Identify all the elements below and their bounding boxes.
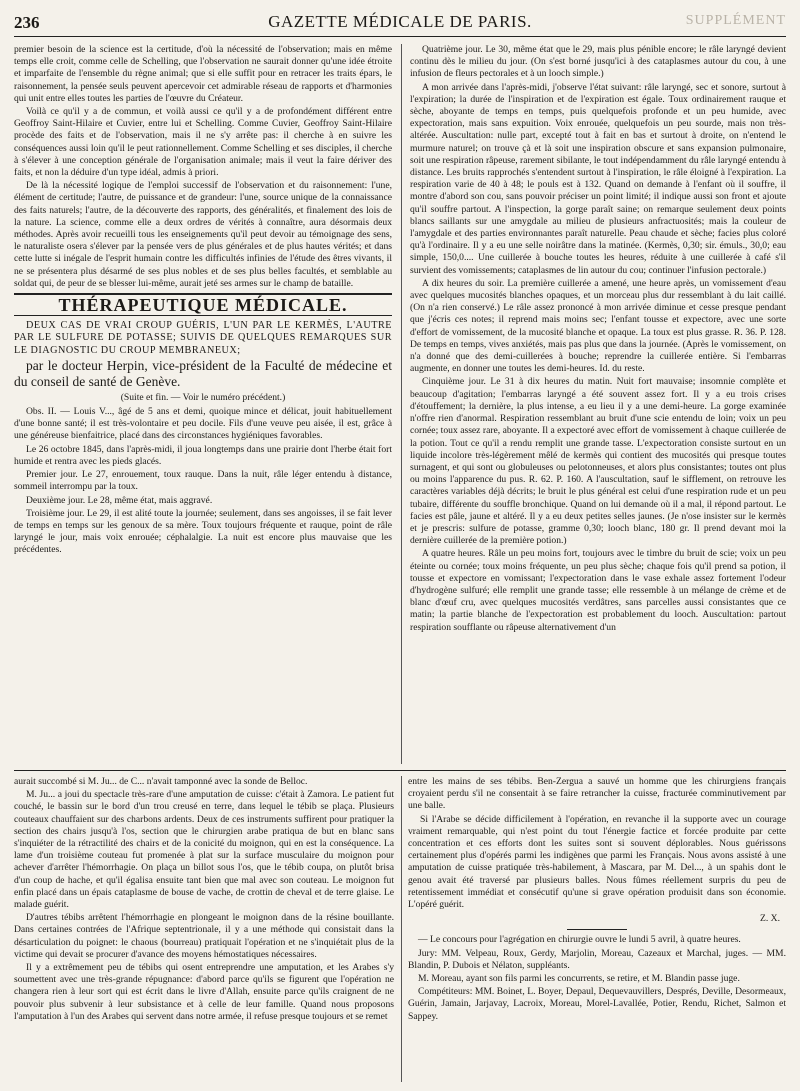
section-divider <box>14 315 392 316</box>
article-title: DEUX CAS DE VRAI CROUP GUÉRIS, L'UN PAR LE KERMÈS, L'AUTRE PAR LE SULFURE DE POTASSE; SUIVIS DE QUELQUES REMARQUES SUR LE DIAGNOSTIC DU CROUP MEMBRANEUX; <box>14 320 392 356</box>
paragraph: Jury: MM. Velpeau, Roux, Gerdy, Marjolin, Moreau, Cazeaux et Marchal, juges. — MM. Blandin, P. Dubois et Nélaton, suppléants. <box>408 947 786 971</box>
column-divider <box>401 776 402 1082</box>
paragraph: Compétiteurs: MM. Boinet, L. Boyer, Depaul, Dequevauvillers, Després, Deville, Desormeaux, Guérin, Jamain, Jarjavay, Lacroix, Moreau, Morel-Lavallée, Potier, Rendu, Richet, Salmon et Sappey. <box>408 986 786 1022</box>
paragraph: entre les mains de ses tébibs. Ben-Zergua a sauvé un homme que les chirurgiens français croyaient perdu s'il ne consentait à se faire retrancher la cuisse, fracturée comminutivement par une balle. <box>408 776 786 812</box>
paragraph: Il y a extrêmement peu de tébibs qui osent entreprendre une amputation, et les Arabes s'y soumettent avec une très-grande répugnance: d'abord parce qu'ils se figurent que l'opération ne changera rien à leur sort qui est écrit dans le livre d'Allah, ensuite parce qu'ils craignent de ne pouvoir plus subvenir à leur subsistance et à celle de leur famille. Quand nous proposons l'amputation à l'un des Arabes qui servent dans notre armée, il refuse presque toujours et se remet <box>14 962 394 1022</box>
paragraph: A quatre heures. Râle un peu moins fort, toujours avec le timbre du bruit de scie; voix un peu éteinte ou cornée; toux moins fréquente, un peu plus sèche; chaque fois qu'il prend sa potion, il tousse et expectore en vomissant; l'expectoration dans le vase exhale assez fortement l'odeur d'hydrogène sulfuré; elle remplit une grande tasse; elle ressemble à un mélange de crème et de blanc d'œuf cru, avec quelques mucosités verdâtres, sans parcelles aussi consistantes que ce matin; la partie blanche de l'expectoration est probablement du looch. Auscultation: partout respiration soufflante ou râpeuse alternativement d'un <box>410 548 786 633</box>
article-author: par le docteur Herpin, vice-président de la Faculté de médecine et du conseil de santé de Genève. <box>14 357 392 389</box>
paragraph: — Le concours pour l'agrégation en chirurgie ouvre le lundi 5 avril, à quatre heures. <box>418 934 741 946</box>
paragraph: premier besoin de la science est la certitude, d'où la nécessité de l'observation; mais en même temps elle croit, comme celle de Schelling, que l'observation ne saurait donner qu'une idée étroite et imparfaite de l'ensemble du règne animal; que si elle suffit pour en retracer les traits épars, le raisonnement, la pensée seuls peuvent apercevoir cet admirable réseau de rapports et d'harmonies qui unit entre elles toutes les parties de l'œuvre du Créateur. <box>14 44 392 104</box>
horizontal-divider <box>14 770 786 771</box>
paragraph: Si l'Arabe se décide difficilement à l'opération, en revanche il la supporte avec un courage vraiment remarquable, qui n'est point du tout l'énergie factice et forcée produite par cette concentration et ces efforts dont les suites sont si souvent déplorables. Nous guérissons certainement plus d'opérés parmi les indigènes que parmi les Français. Nous avons assisté à une amputation de cuisse pratiquée très-habilement, à Mascara, par M. Del..., à un spahis dont le genou avait été traversé par plusieurs balles. Nous fûmes réellement surpris du peu de retentissement immédiat et consécutif qu'une si grave opération produisit dans son économie. L'opéré guérit. <box>408 813 786 911</box>
page-number: 236 <box>14 13 40 32</box>
right-column <box>410 44 786 764</box>
short-divider <box>567 929 627 930</box>
paragraph: M. Moreau, ayant son fils parmi les concurrents, se retire, et M. Blandin passe juge. <box>418 973 740 985</box>
paragraph: Troisième jour. Le 29, il est alité toute la journée; seulement, dans ses angoisses, il se fait lever de temps en temps sur les genoux de sa mère. Toux toujours fréquente et rauque, point de râle laryngé le jour, mais voix enrouée; céphalalgie. La nuit est encore plus mauvaise que les précédentes. <box>14 507 392 556</box>
paragraph: De là la nécessité logique de l'emploi successif de l'observation et du raisonnement: l'une, élément de certitude; l'autre, de puissance et de grandeur: l'une, source unique de la connaissance des faits naturels; l'autre, de la découverte des rapports, des généralités, et finalement des lois de la nature. La science, comme elle a deux ordres de vérités à connaître, aura désormais deux méthodes. Après avoir recueilli tous les enseignements qu'il peut devoir au témoignage des sens, le naturaliste osera s'élever par la pensée vers de plus générales et de plus hautes vérités; et dans cette lutte si inégale de l'esprit humain contre les difficultés infinies de l'étude des êtres vivants, il ne se présentera plus désarmé de ses plus nobles et de ses plus belles facultés, et semblable au soldat qui, de peur de se blesser lui-même, aurait jeté ses armes sur le champ de bataille. <box>14 180 392 289</box>
paragraph: A mon arrivée dans l'après-midi, j'observe l'état suivant: râle laryngé, sec et sonore, surtout à l'expiration; la durée de l'inspiration et de l'expiration est égale. Toux ordinairement rauque et sèche, aboyante de temps en temps, puis quelquefois profonde et un peu humide, avec expectoration, mais sans expuition. Voix enrouée, quelquefois un peu sourde, mais non très-altérée. Auscultation: nulle part, excepté tout à fait en bas et surtout à droite, on n'entend le murmure naturel; on trouve çà et là soit une inspiration obscure et sans expansion pulmonaire, soit une respiration râpeuse, rarement sibilante, le tout indépendamment du râle laryngé entendu à distance. Les bruits rapprochés s'entendent surtout à l'inspiration, le râle éloigné à l'expiration. La respiration varie de 40 à 48; le pouls est à 132. Quand on demande à l'enfant où il souffre, il montre d'abord son cou, sans pouvoir préciser un point limité; il indique aussi son front et ajoute qu'il souffre partout. A l'inspection, la gorge paraît saine; on remarque seulement deux points blancs saillants sur une amygdale au milieu de plusieurs anfractuosités; mais la couleur de l'amygdale et des parties environnantes paraît naturelle. Peau chaude et sèche; facies plus coloré qu'à l'ordinaire. Il y a eu une selle noirâtre dans la matinée. (Kermès, 0,30; sir. émuls., 30,0; eau simple, 150,0.... Une cuillerée à bouche toutes les heures, réduite à une cuillerée à café s'il survient des vomissements; cataplasmes de lin autour du cou; continuer l'infusion pectorale.) <box>410 81 786 276</box>
paragraph: Cinquième jour. Le 31 à dix heures du matin. Nuit fort mauvaise; insomnie complète et beaucoup d'agitation; l'embarras laryngé a été souvent assez fort. Il y a eu trois crises d'étouffement; la dernière, la plus intense, a eu lieu il y a une demi-heure. La gorge examinée n'offre rien d'anormal. Respiration ressemblant au bruit d'une scie entendu de loin; voix un peu cornée; toux assez rare, aboyante. Il a expectoré avec effort de vomissement à chaque cuillerée de la potion. Tout ce qu'il a rendu remplit une grande tasse. L'expectoration consiste surtout en un liquide incolore très-légèrement mêlé de kermès qui contient des mucosités qui presque toutes surnagent, et qui sont ou globuleuses ou pelotonneuses, et alors plus consistantes; toutes ont plus ou moins l'apparence du pus. R. 62. P. 160. A l'auscultation, sauf le sifflement, on retrouve les caractères variables déjà décrits; le bruit le plus général est celui d'une respiration rude et un peu tubaire, différente du souffle bronchique. Quand on lui demande où il a mal, il répond partout. Le facies est pâle, jaune et altéré. Il y a eu deux petites selles jaunes. (Je n'ose insister sur le kermès et je prescris: sulfure de potasse, gramme 0,30; looch blanc, 180 gr. Il prend devant moi la dernière cuillerée de la première potion.) <box>410 376 786 547</box>
paragraph: Le 26 octobre 1845, dans l'après-midi, il joua longtemps dans une prairie dont l'herbe était fort humide et rentra avec les pieds glacés. <box>14 443 392 467</box>
page-header <box>14 10 786 37</box>
paragraph: A dix heures du soir. La première cuillerée a amené, une heure après, un vomissement d'eau avec quelques mucosités blanches opaques, et un morceau plus dur ressemblant à du lait caillé. (On n'a rien conservé.) Le râle assez prononcé à mon arrivée diminue et cesse presque pendant que j'écris ces notes; il reprend mais moins sec; l'enfant tousse et expectore, avec une sorte d'effort de vomissement, de la mucosité blanche et opaque. La toux est plus grasse. R. 36. P. 128. De temps en temps, vives anxiétés, mais pas plus que dans la journée. (Après le vomissement, on n'a donné que des demi-cuillerées à bouche; reprendre la cuillerée entière. Si l'embarras augmente, en donner une toutes les demi-heures. Id. du reste. <box>410 277 786 375</box>
journal-title: GAZETTE MÉDICALE DE PARIS. <box>268 12 532 31</box>
continuation-note: (Suite et fin. — Voir le numéro précédent.) <box>120 391 286 403</box>
section-title: THÉRAPEUTIQUE MÉDICALE. <box>58 295 348 316</box>
paragraph: M. Ju... a joui du spectacle très-rare d'une amputation de cuisse: c'était à Zamora. Le patient fut couché, le bassin sur le bord d'un trou creusé en terre, dans lequel le tébib se plaça. Plusieurs couteaux chauffaient sur des charbons ardents. Deux de ces instruments suffirent pour pratiquer la section des chairs jusqu'à l'os, section que le chirurgien arabe pratiqua de but en blanc sans s'inquiéter de la rétractilité des chairs et de la conicité du moignon, qui en est la conséquence. La lame d'un troisième couteau fut promenée à plat sur la surface musculaire du moignon pour achever d'arrêter l'hémorrhagie. On plaça un billot sous l'os, que le tébib coupa, on plutôt brisa d'un coup de hache, et qu'il égalisa ensuite tant bien que mal avec son couteau. Le moignon fut enfin placé dans un épais cataplasme de bouse de vache, de crottin de cheval et de terre glaise. Le malade guérit. <box>14 789 394 911</box>
bottom-left-column <box>14 776 394 1084</box>
paragraph: Obs. II. — Louis V..., âgé de 5 ans et demi, quoique mince et délicat, jouit habituellement d'une bonne santé; il est très-volontaire et peu docile. Fils d'une veuve peu aisée, il est, grâce à une généreuse bienfaitrice, placé dans des circonstances hygiéniques favorables. <box>14 406 392 442</box>
paragraph: Voilà ce qu'il y a de commun, et voilà aussi ce qu'il y a de profondément différent entre Geoffroy Saint-Hilaire et Cuvier, entre lui et Schelling. Comme Cuvier, Geoffroy Saint-Hilaire procède des faits et de l'observation, mais il ne s'y arrête pas: il cherche à en suivre les conséquences aussi loin qu'il le peut rationnellement. Comme Schelling et ses disciples, il cherche à s'élever à une conception générale de l'organisation animale; mais il veut la faire dériver des faits, et non la déduire d'un type idéal, admis à priori. <box>14 106 392 179</box>
left-column <box>14 44 392 764</box>
paragraph: D'autres tébibs arrêtent l'hémorrhagie en plongeant le moignon dans de la résine bouillante. Dans certaines contrées de l'Afrique septentrionale, il y a une méthode qui consistait dans la désarticulation du poignet: le chaous (bourreau) pratiquait l'opération et ne s'inquiétait plus de la victime qui devait se procurer d'avance des moyens hémostatiques nécessaires. <box>14 912 394 960</box>
signature: Z. X. <box>760 913 780 925</box>
paragraph: Premier jour. Le 27, enrouement, toux rauque. Dans la nuit, râle léger entendu à distance, sommeil interrompu par la toux. <box>14 469 392 493</box>
supplement-label: SUPPLÉMENT <box>685 13 786 28</box>
column-divider <box>401 44 402 764</box>
paragraph: Quatrième jour. Le 30, même état que le 29, mais plus pénible encore; le râle laryngé devient continu dès le milieu du jour. (On s'est borné jusqu'ici à des cataplasmes autour du cou, à une infusion de fleurs pectorales et à un looch simple.) <box>410 44 786 80</box>
paragraph: Deuxième jour. Le 28, même état, mais aggravé. <box>26 494 213 506</box>
concours-notice <box>408 934 786 1022</box>
bottom-right-column <box>408 776 786 1084</box>
paragraph: aurait succombé si M. Ju... de C... n'avait tamponné avec la sonde de Belloc. <box>14 776 308 787</box>
